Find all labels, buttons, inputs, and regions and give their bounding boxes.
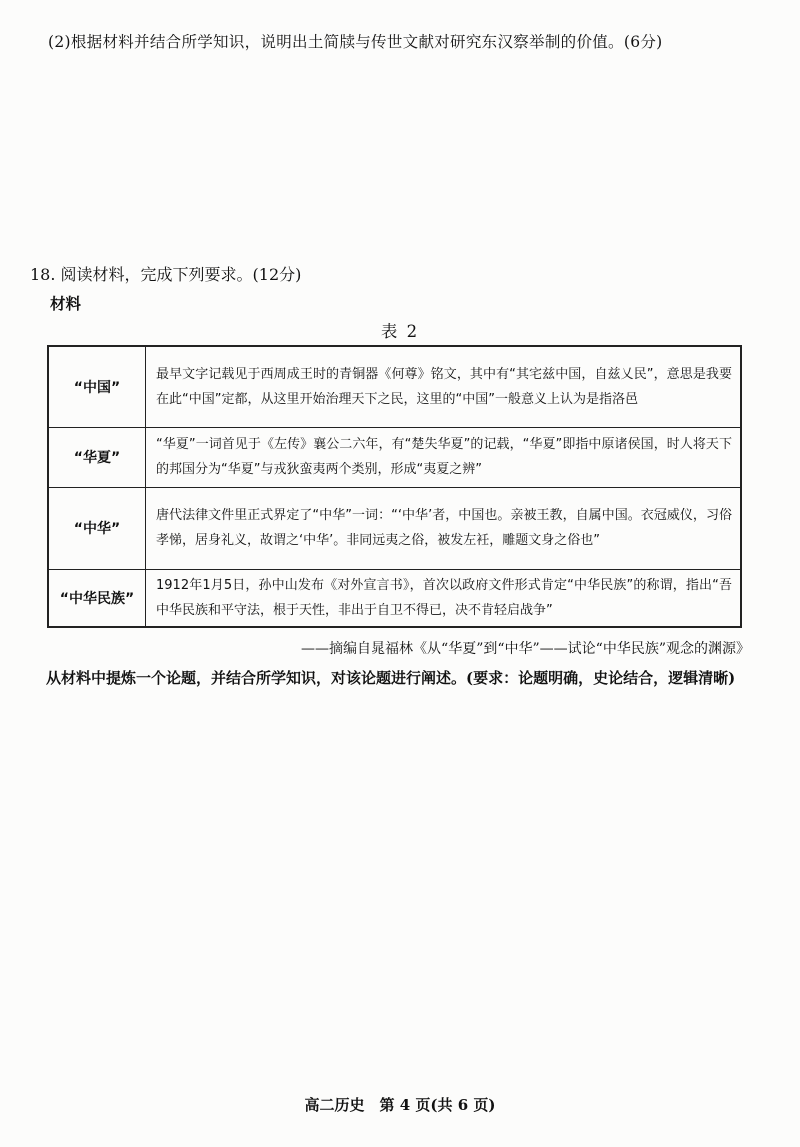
- description-cell: 唐代法律文件里正式界定了“中华”一词：“‘中华’者，中国也。亲被王教，自属中国。衣冠威仪，习俗孝悌，居身礼义，故谓之‘中华’。非同远夷之俗，被发左衽，雕题文身之俗也”: [146, 487, 742, 569]
- table-row: [48, 487, 741, 569]
- term-cell: “中华”: [48, 487, 146, 569]
- term-cell: “华夏”: [48, 427, 146, 487]
- source-citation: ——摘编自晁福林《从“华夏”到“中华”——试论“中华民族”观念的渊源》: [301, 641, 750, 657]
- term-cell: “中国”: [48, 346, 146, 427]
- term-cell: “中华民族”: [48, 569, 146, 627]
- material-label: 材料: [50, 294, 82, 313]
- question-18-title: 18. 阅读材料，完成下列要求。(12分): [30, 265, 302, 284]
- material-table: [47, 345, 742, 628]
- description-cell: 1912年1月5日，孙中山发布《对外宣言书》，首次以政府文件形式肯定“中华民族”的称谓，指出“吾中华民族和平守法，根于天性，非出于自卫不得已，决不肯轻启战争”: [146, 569, 742, 627]
- page-footer: 高二历史 第 4 页(共 6 页): [304, 1096, 496, 1114]
- table-caption: 表 2: [380, 322, 420, 341]
- question-17-part-2: (2)根据材料并结合所学知识，说明出土简牍与传世文献对研究东汉察举制的价值。(6分): [48, 33, 663, 51]
- table-row: [48, 569, 741, 627]
- description-cell: “华夏”一词首见于《左传》襄公二六年，有“楚失华夏”的记载，“华夏”即指中原诸侯国，时人将天下的邦国分为“华夏”与戎狄蛮夷两个类别，形成“夷夏之辨”: [146, 427, 742, 487]
- description-cell: 最早文字记载见于西周成王时的青铜器《何尊》铭文，其中有“其宅兹中国，自兹乂民”，意思是我要在此“中国”定都，从这里开始治理天下之民，这里的“中国”一般意义上认为是指洛邑: [146, 346, 742, 427]
- question-18-task: 从材料中提炼一个论题，并结合所学知识，对该论题进行阐述。(要求：论题明确，史论结合，逻辑清晰): [46, 669, 736, 687]
- table-row: [48, 427, 741, 487]
- table-row: [48, 346, 741, 427]
